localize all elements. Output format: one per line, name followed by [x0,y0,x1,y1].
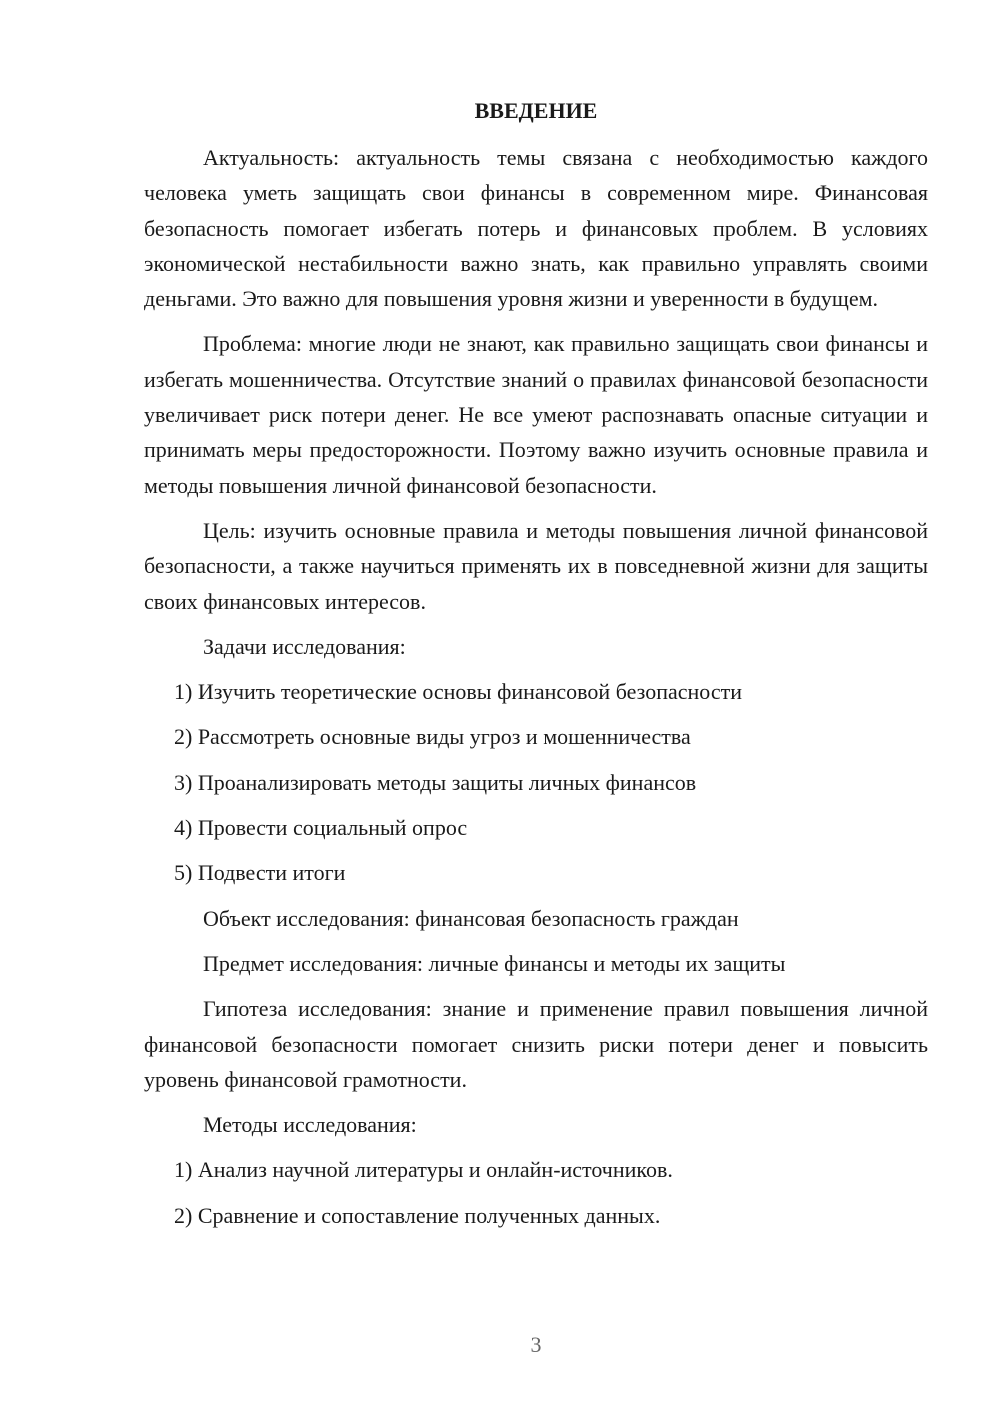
relevance-paragraph: Актуальность: актуальность темы связана с необходимостью каждого человека уметь защищать свои финансы в современном мире. Финансовая безопасность помогает избегать потерь и финансовых проблем. В условиях экономической нестабильности важно знать, как правильно управлять своими деньгами. Это важно для повышения уровня жизни и уверенности в будущем. [144,145,928,312]
page-number: 3 [530,1332,542,1357]
task-item-3: 3) Проанализировать методы защиты личных финансов [174,769,697,795]
hypothesis-paragraph: Гипотеза исследования: знание и применение правил повышения личной финансовой безопасности помогает снизить риски потери денег и повысить уровень финансовой грамотности. [144,996,928,1092]
method-item-1: 1) Анализ научной литературы и онлайн-источников. [174,1157,673,1183]
method-item-2: 2) Сравнение и сопоставление полученных данных. [174,1202,661,1228]
problem-paragraph: Проблема: многие люди не знают, как правильно защищать свои финансы и избегать мошенничества. Отсутствие знаний о правилах финансовой безопасности увеличивает риск потери денег. Не все умеют распознавать опасные ситуации и принимать меры предосторожности. Поэтому важно изучить основные правила и методы повышения личной финансовой безопасности. [144,331,928,498]
research-subject: Предмет исследования: личные финансы и методы их защиты [203,950,786,976]
task-item-4: 4) Провести социальный опрос [174,815,468,841]
document-page [144,94,928,1243]
task-item-5: 5) Подвести итоги [174,860,346,886]
tasks-heading: Задачи исследования: [203,633,406,659]
goal-paragraph: Цель: изучить основные правила и методы повышения личной финансовой безопасности, а также научиться применять их в повседневной жизни для защиты своих финансовых интересов. [144,517,928,614]
methods-heading: Методы исследования: [203,1112,417,1138]
research-object: Объект исследования: финансовая безопасность граждан [203,905,739,931]
task-item-1: 1) Изучить теоретические основы финансовой безопасности [174,679,742,705]
section-title: ВВЕДЕНИЕ [474,98,598,123]
task-item-2: 2) Рассмотреть основные виды угроз и мошенничества [174,724,691,750]
